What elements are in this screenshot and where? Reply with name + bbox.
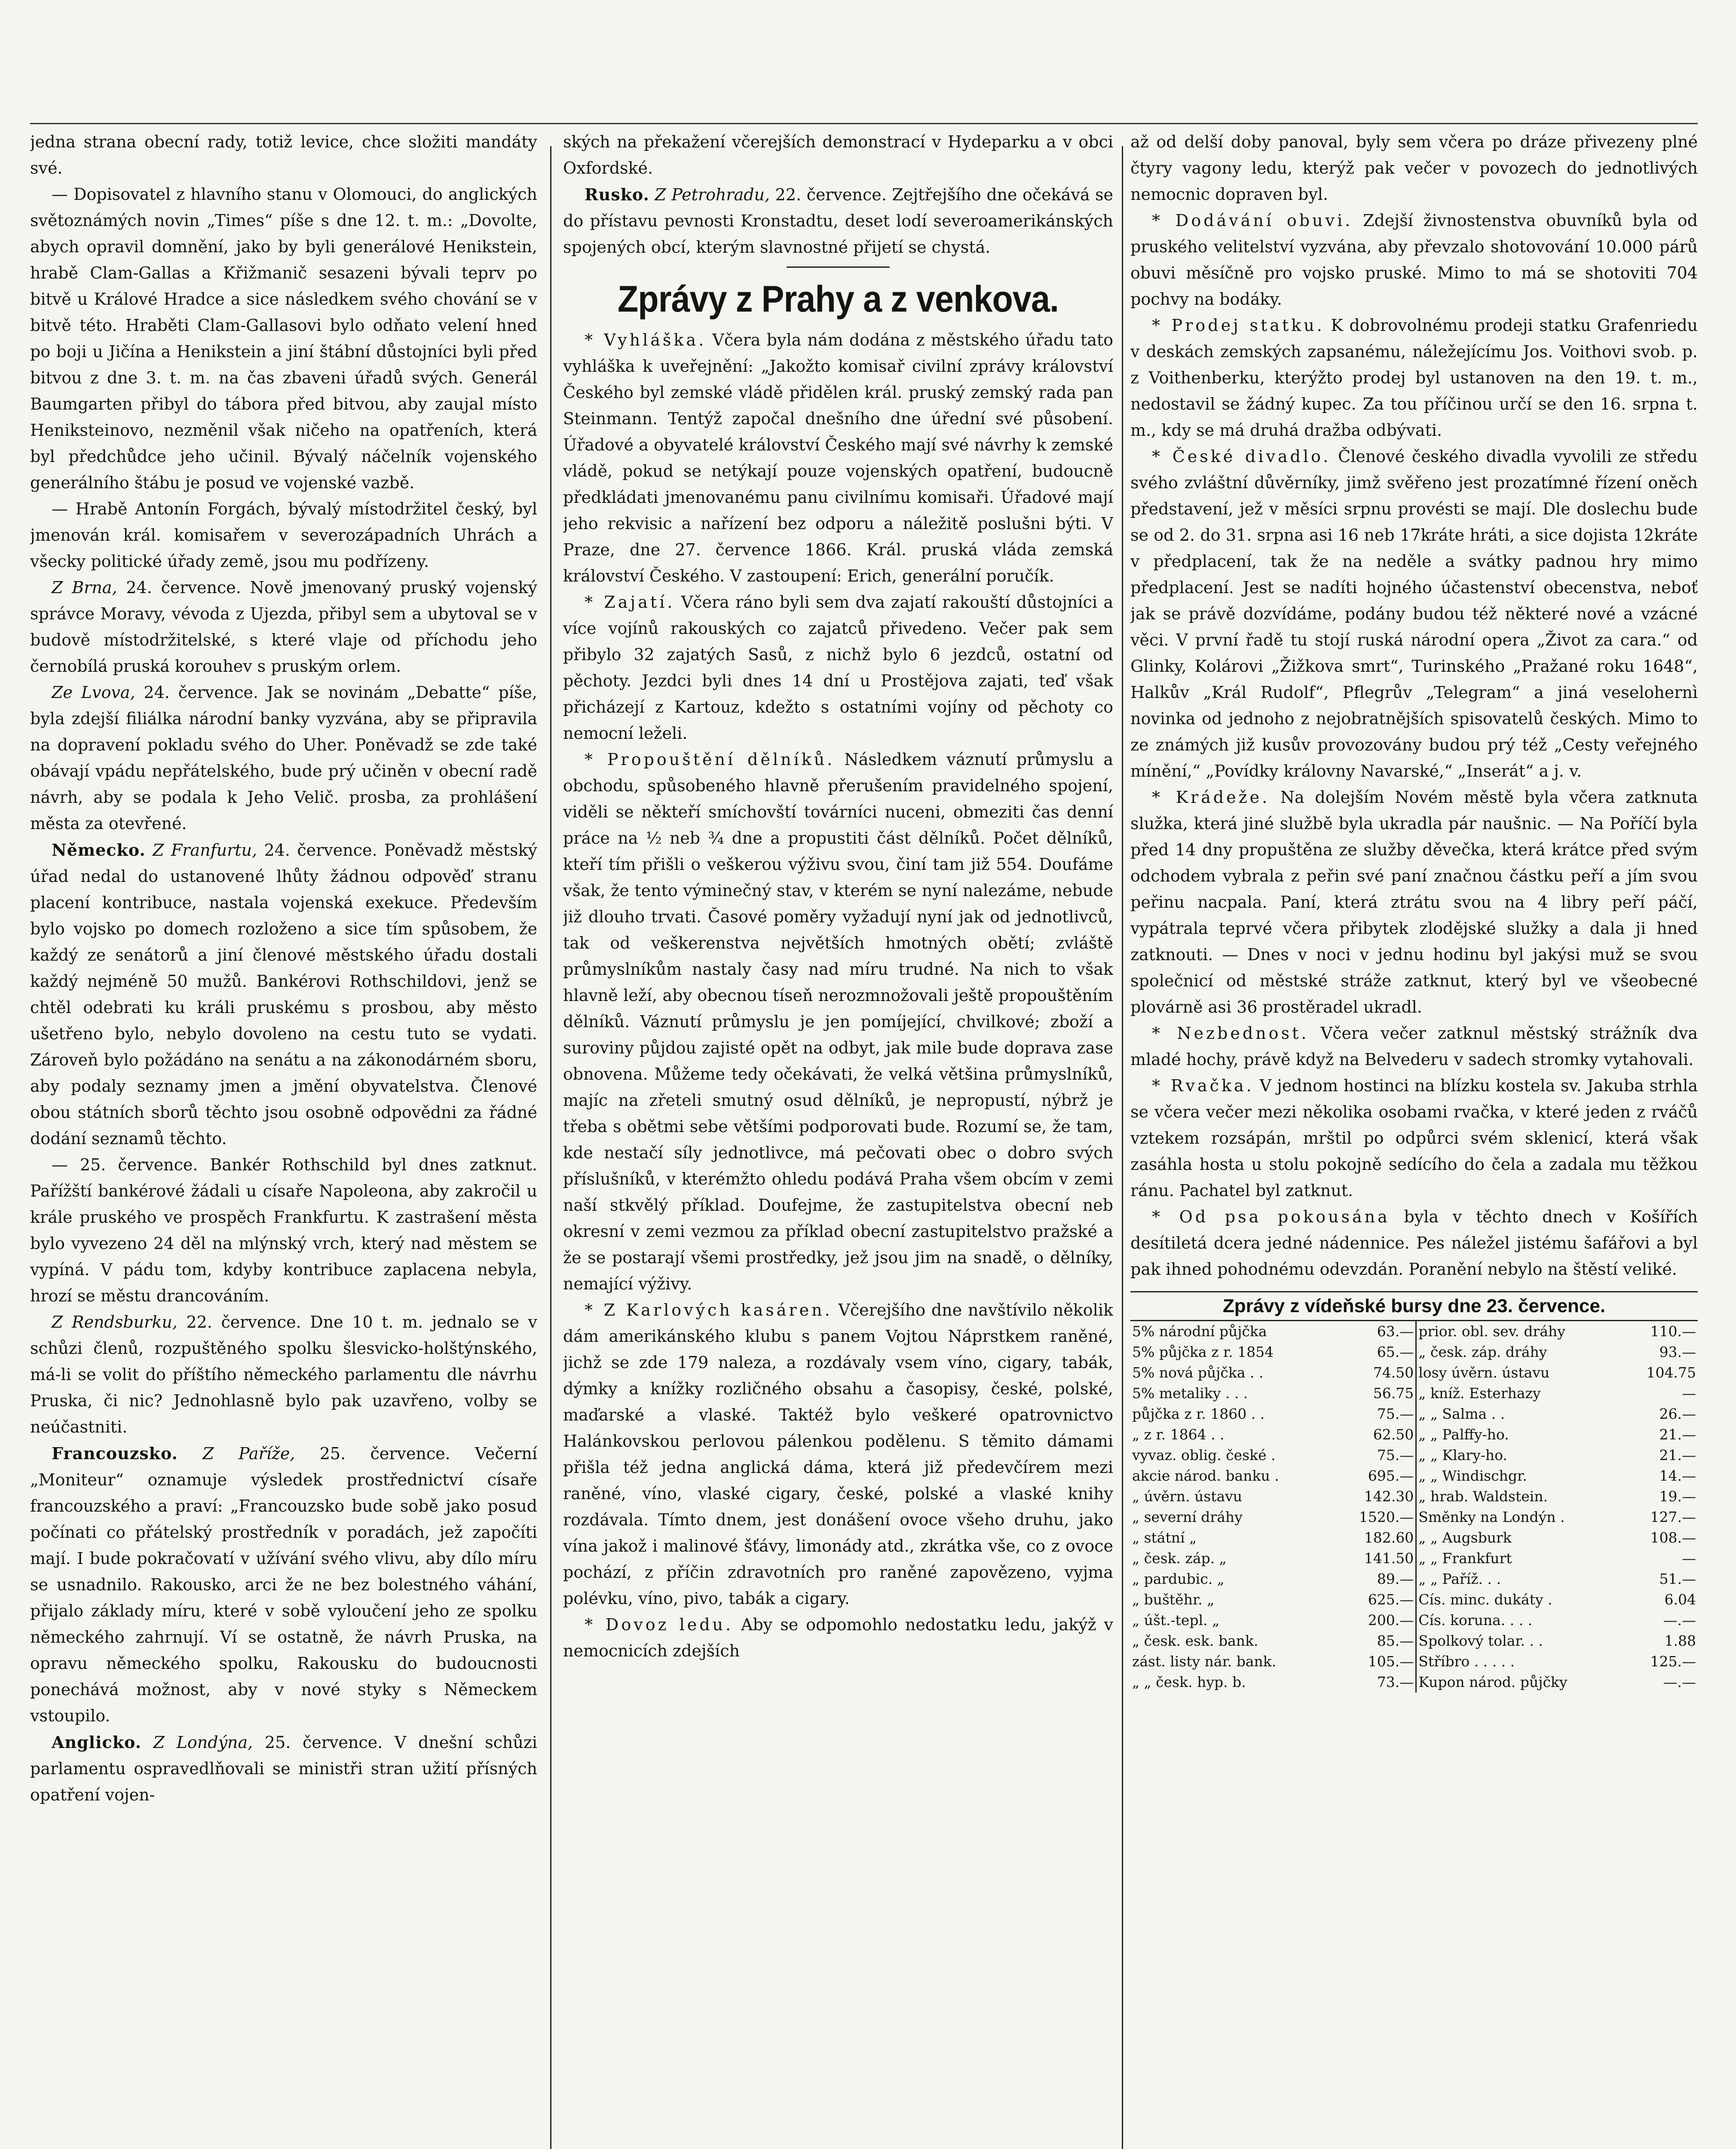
item-heading: * Dovoz ledu.	[585, 1615, 734, 1634]
news-item	[563, 181, 1113, 260]
news-text: 22. července. Dne 10 t. m. jednalo se v schůzi členů, rozpuštěného spolku šlesvicko-holštýnského, má-li se volit do příštího německého parlamentu dle návrhu Pruska, či nic? Jednohlasně bylo pak uzavřeno, volby se neúčastniti.	[30, 1313, 537, 1436]
dateline: Z Petrohradu,	[655, 185, 770, 204]
bursa-label: „ „ Palffy-ho.	[1418, 1426, 1509, 1443]
news-text: Následkem váznutí průmyslu a obchodu, spůsobeného hlavně přerušením pravidelného spojení, viděli se někteří smíchovští továrníci nuceni, obmeziti čas denní práce na ½ neb ¾ dne a propustiti část dělníků. Počet dělníků, kteří tím přišli o veškerou výživu svou, činí tam již 554. Doufáme však, že tento výminečný stav, v kterém se nyní nalezáme, nebude již dlouho trvati. Časové poměry vyžadují nyní jak od jednotlivců, tak od veškerenstva největších hmotných obětí; zvláště průmyslníkům nastaly časy nad míru trudné. Na nich to však hlavně leží, aby obecnou tíseň nerozmnožovali ještě propouštěním dělníků. Váznutí průmyslu je jen pomíjející, chvilkové; zboží a suroviny půjdou zajisté opět na odbyt, jak mile bude doprava zase obnovena. Můžeme tedy očekávati, že velká většina průmyslníků, majíc na zřeteli smutný osud dělníků, je nepropustí, nýbrž je třeba s obětmi sebe většími podporovati bude. Rozumí se, že tam, kde nestačí síly jednotlivce, má pečovati obec o dobro svých příslušníků, v kterémžto ohledu podává Praha všem obcím v zemi naší stkvělý příklad. Doufejme, že zastupitelstva obecní neb okresní v zemi vezmou za příklad obecní zastupitelstvo pražské a že se postarají všemi prostředky, jež jsou jim na snadě, o dělníky, nemající výživy.	[563, 750, 1113, 1293]
item-heading: * Rvačka.	[1152, 1076, 1254, 1095]
news-text: byla v těchto dnech v Košířích desítiletá dcera jedné nádennice. Pes náležel jistému šafářovi a byl pak ihned pohodnému odevzdán. Poranění nebylo na štěstí veliké.	[1130, 1207, 1698, 1279]
bursa-value: 1.88	[1664, 1632, 1696, 1649]
news-text: Zdejší živnostenstva obuvníků byla od pruského velitelství vyzvána, aby převzalo shotovování 10.000 párů obuvi měsíčně pro vojsko pruské. Mimo to má se shotoviti 704 pochvy na bodáky.	[1130, 211, 1698, 309]
bursa-value: —	[1682, 1550, 1696, 1567]
news-text: Členové českého divadla vyvolili ze středu svého zvláštní důvěrníky, jimž svěřeno jest prozatímné řízení oněch představení, jež v měsíci srpnu provésti se mají. Dle doslechu bude se od 2. do 31. srpna asi 16 neb 17kráte hráti, a sice dojista 12kráte v předplacení, tak že na neděle a svátky padnou hry mimo předplacení. Jest se nadíti hojného účastenství obecenstva, neboť jak se právě dozvídáme, podány budou též některé nové a vzácné věci. V první řadě tu stojí ruská národní opera „Život za cara.“ od Glinky, Kolárovi „Žižkova smrt“, Turinského „Pražané roku 1648“, Halkův „Král Rudolf“, Pflegrův „Telegram“ a jiná veselohernì novinka od jednoho z nejobratnějších spisovatelů českých. Mimo to ze známých již kusův provozovány budou prý též „Cesty veřejného mínění,“ „Povídky královny Navarské,“ „Inserát“ a j. v.	[1130, 447, 1698, 781]
bursa-label: vyvaz. oblig. české .	[1132, 1447, 1276, 1463]
news-text: 24. července. Jak se novinám „Debatte“ píše, byla zdejší filiálka národní banky vyzvána, aby se připravila na dopravení pokladu svého do Uher. Poněvadž se zde také obávají vpádu nepřátelského, bude prý učiněn v obecní radě návrh, aby se podala k Jeho Velič. prosba, za prohlášení města za otevřené.	[30, 683, 537, 833]
item-heading: * Propouštění dělníků.	[585, 750, 835, 769]
news-item	[1130, 1020, 1698, 1073]
bursa-label: „ severní dráhy	[1132, 1509, 1243, 1525]
item-heading: * Krádeže.	[1152, 788, 1270, 807]
bursa-value: 182.60	[1364, 1529, 1414, 1546]
country-heading: Francouzsko.	[52, 1444, 178, 1463]
news-text: 25. července. V dnešní schůzi parlamentu ospravedlňovali se ministři stran užití přísných opatření vojen-	[30, 1733, 537, 1804]
bursa-label: „ česk. záp. dráhy	[1418, 1344, 1547, 1360]
bursa-value: 110.—	[1650, 1323, 1696, 1340]
bursa-value: 142.30	[1364, 1488, 1414, 1505]
bursa-value: 63.—	[1377, 1323, 1414, 1340]
news-item	[1130, 1204, 1698, 1283]
bursa-label: „ „ Salma . .	[1418, 1405, 1505, 1422]
news-text: Na dolejším Novém městě byla včera zatknuta služka, která jiné službě byla ukradla pár naušnic. — Na Poříčí byla před 14 dny propuštěna ze služby děvečka, která krátce před svým odchodem vybrala z peřin své paní značnou částku peří a jím svou peřinu nacpala. Paní, která ztrátu svou na 4 libry peří páčí, vypátrala teprvé včera přibytek zlodějské služky a dala ji hned zatknouti. — Dnes v noci v jednu hodinu byl jakýsi muž se svou společnicí od městské stráže zatknut, který byl ve všeobecné plovárně asi 36 prostěradel ukradl.	[1130, 788, 1698, 1016]
bursa-title: Zprávy z vídeňské bursy dne 23. července.	[1130, 1291, 1698, 1321]
item-heading: * Prodej statku.	[1152, 316, 1325, 335]
item-heading: * Od psa pokousána	[1152, 1207, 1390, 1226]
news-item	[30, 1309, 537, 1440]
news-item	[1130, 444, 1698, 784]
dateline: Z Franfurtu,	[153, 841, 257, 860]
column-2	[563, 129, 1113, 1664]
news-item	[1130, 784, 1698, 1020]
bursa-value: 93.—	[1659, 1344, 1696, 1360]
news-text: Včera večer zatknul městský strážník dva mladé hochy, právě když na Belvederu v sadech stromky vytahovali.	[1130, 1024, 1698, 1069]
news-text: V jednom hostinci na blízku kostela sv. Jakuba strhla se včera večer mezi několika osobami rvačka, v které jeden z rváčů vztekem rozsápán, mrštil po odpůrci svém sklenicí, která však zasáhla hosta u stolu pokojně sedícího do čela a zadala mu těžkou ránu. Pachatel byl zatknut.	[1130, 1076, 1698, 1200]
news-item	[30, 1729, 537, 1808]
column-divider-1	[550, 146, 551, 2149]
bursa-table	[1130, 1321, 1698, 1693]
dateline: Z Brna,	[52, 578, 117, 597]
news-item	[30, 575, 537, 680]
news-item	[563, 1612, 1113, 1664]
news-item	[563, 589, 1113, 747]
bursa-value: 695.—	[1368, 1467, 1414, 1484]
bursa-label: „ buštěhr. „	[1132, 1591, 1215, 1608]
bursa-label: „ z r. 1864 . .	[1132, 1426, 1225, 1443]
bursa-value: 26.—	[1659, 1405, 1696, 1422]
news-item	[30, 1440, 537, 1729]
news-item	[563, 1297, 1113, 1612]
separator	[787, 266, 890, 268]
bursa-row	[1130, 1651, 1698, 1672]
paragraph: až od delší doby panoval, byly sem včera po dráze přivezeny plné čtyry vagony ledu, kterýž pak večer v povozech do jednotlivých nemocnic dopraven byl.	[1130, 132, 1698, 204]
bursa-label: „ úšt.-tepl. „	[1132, 1612, 1220, 1629]
news-text: Včera ráno byli sem dva zajatí rakouští důstojníci a více vojínů rakouských co zajatců přivedeno. Večer pak sem přibylo 32 zajatých Sasů, z nichž bylo 6 jezdců, ostatní od pěchoty. Jezdci byli dnes 14 dní u Prostějova zajati, teď však přicházejí z Kartouz, kdežto s ostatními vojíny od pěchoty co nemocní leželi.	[563, 593, 1113, 743]
bursa-label: „ „ Augsburk	[1418, 1529, 1512, 1546]
bursa-label: Směnky na Londýn .	[1418, 1509, 1565, 1525]
item-heading: * Nezbednost.	[1152, 1024, 1309, 1043]
bursa-value: 85.—	[1377, 1632, 1414, 1649]
bursa-label: 5% národní půjčka	[1132, 1323, 1267, 1340]
bursa-label: zást. listy nár. bank.	[1132, 1653, 1277, 1670]
bursa-value: —.—	[1663, 1674, 1696, 1690]
bursa-label: „ úvěrn. ústavu	[1132, 1488, 1243, 1505]
bursa-label: „ „ Paříž. . .	[1418, 1570, 1501, 1587]
column-1	[30, 129, 537, 1808]
item-heading: * České divadlo.	[1152, 447, 1331, 466]
bursa-label: „ kníž. Esterhazy	[1418, 1385, 1541, 1402]
bursa-row	[1130, 1321, 1698, 1342]
news-text: Aby se odpomohlo nedostatku ledu, jakýž v nemocnicích zdejších	[563, 1615, 1113, 1660]
bursa-value: 21.—	[1659, 1426, 1696, 1443]
top-rule	[30, 123, 1698, 124]
paragraph: — Dopisovatel z hlavního stanu v Olomouci, do anglických světoznámých novin „Times“ píše s dne 12. t. m.: „Dovolte, abych opravil domnění, jako by byli generálové Henikstein, hrabě Clam-Gallas a Křižmanič sesazeni bývali teprv po bitvě u Králové Hradce a sice následkem svého chování se v bitvě této. Hraběti Clam-Gallasovi bylo odňato velení hned po boji u Jičína a Henikstein a jiní štábní důstojníci byli před bitvou z dne 3. t. m. na čas zbaveni úřadů svých. Generál Baumgarten přibyl do tábora před bitvou, aby zaujal místo Heniksteinovo, nezměnil však ničeho na opatřeních, která byl předchůdce jeho učinil. Bývalý náčelník vojenského generálního štábu je posud ve vojenské vazbě.	[30, 185, 537, 492]
bursa-value: —.—	[1663, 1612, 1696, 1629]
bursa-row	[1130, 1424, 1698, 1445]
paragraph: jedna strana obecní rady, totiž levice, chce složiti mandáty své.	[30, 132, 537, 178]
news-text: 22. července. Zejtřejšího dne očekává se do přístavu pevnosti Kronstadtu, deset lodí severoamerikánských spojených obcí, kterým slavnostné přijetí se chystá.	[563, 185, 1113, 257]
bursa-value: 105.—	[1368, 1653, 1414, 1670]
bursa-value: 75.—	[1377, 1447, 1414, 1463]
bursa-row	[1130, 1548, 1698, 1569]
paragraph: ských na překažení včerejších demonstrací v Hydeparku a v obci Oxfordské.	[563, 132, 1113, 178]
country-heading: Německo.	[52, 840, 146, 860]
dateline: Z Paříže,	[202, 1444, 295, 1463]
bursa-label: „ státní „	[1132, 1529, 1197, 1546]
news-item	[563, 747, 1113, 1297]
bursa-value: 75.—	[1377, 1405, 1414, 1422]
bursa-label: „ pardubic. „	[1132, 1570, 1225, 1587]
bursa-value: 73.—	[1377, 1674, 1414, 1690]
news-text: Včera byla nám dodána z městského úřadu tato vyhláška k uveřejnění: „Jakožto komisař civilní zprávy království Českého byl zemské vládě přidělen král. pruský zemský rada pan Steinmann. Tentýž započal dnešního dne úřední své působení. Úřadové a obyvatelé království Českého mají své návrhy k zemské vládě, pokud se netýkají pouze vojenských opatření, budoucně předkládati jmenovanému panu civilnímu komisaři. Úřadové mají jeho rekvisic a nařízení bez odporu a náležitě poslušni býti. V Praze, dne 27. července 1866. Král. pruská vláda zemská království Českého. V zastoupení: Erich, generální poručík.	[563, 331, 1113, 585]
bursa-label: „ „ česk. hyp. b.	[1132, 1674, 1246, 1690]
bursa-value: 125.—	[1650, 1653, 1696, 1670]
bursa-row	[1130, 1342, 1698, 1362]
dateline: Z Rendsburku,	[52, 1313, 178, 1332]
bursa-row	[1130, 1362, 1698, 1383]
bursa-value: 108.—	[1650, 1529, 1696, 1546]
bursa-label: „ „ Klary-ho.	[1418, 1447, 1507, 1463]
bursa-label: Kupon národ. půjčky	[1418, 1674, 1568, 1690]
news-item	[1130, 208, 1698, 312]
news-text: Včerejšího dne navštívilo několik dám amerikánského klubu s panem Vojtou Náprstkem raněné, jichž se zde 179 naleza, a rozdávaly vsem víno, cigary, tabák, dýmky a knížky rozličného obsahu a časopisy, české, polské, maďarské a vlaské. Taktéž bylo veškeré opatrovnictvo Halánkovskou perlovou pálenkou podělenu. S těmito dámami přišla též jedna anglická dáma, která již předevčírem mezi raněné, víno, vlaské cigary, české, polské a vlaské knihy rozdávala. Tímto dnem, jest donášení ovoce všeho druhu, jako vína jakož i malinové šťávy, limonády atd., zkrátka vše, co z ovoce pochází, z příčin zdravotních pro raněné zapovězeno, vyjma polévku, víno, pivo, tabák a cigary.	[563, 1301, 1113, 1608]
bursa-row	[1130, 1528, 1698, 1548]
bursa-value: 14.—	[1659, 1467, 1696, 1484]
bursa-label: Cís. koruna. . . .	[1418, 1612, 1533, 1629]
news-item	[30, 837, 537, 1152]
bursa-value: 1520.—	[1359, 1509, 1414, 1525]
bursa-value: 104.75	[1646, 1364, 1696, 1381]
bursa-value: 56.75	[1373, 1385, 1414, 1402]
dateline: Z Londýna,	[153, 1733, 253, 1752]
news-text: 25. července. Večerní „Moniteur“ oznamuje výsledek prostřednictví císaře francouzského a praví: „Francouzsko bude sobě jako posud počínati co přátelský prostředník v poradách, jež započíti mají. I bude pokračovatí v užívání svého vlivu, aby dílo míru se usnadnilo. Rakousko, arci že ne bez bolestného váhání, přijalo základy míru, které v sobě vyloučení jeho ze spolku německého zahrnují. Ví se ostatně, že návrh Pruska, na opravu německého spolku, Rakousku do budoucnosti ponechává možnost, aby v nové styky s Německem vstoupilo.	[30, 1444, 537, 1725]
bursa-value: 89.—	[1377, 1570, 1414, 1587]
country-heading: Anglicko.	[52, 1733, 141, 1752]
bursa-label: „ hrab. Waldstein.	[1418, 1488, 1548, 1505]
item-heading: * Zajatí.	[585, 593, 675, 612]
newspaper-page	[30, 129, 1698, 2149]
column-3	[1130, 129, 1698, 1693]
bursa-row	[1130, 1631, 1698, 1651]
bursa-row	[1130, 1445, 1698, 1466]
bursa-value: 74.50	[1373, 1364, 1414, 1381]
bursa-row	[1130, 1610, 1698, 1631]
news-text: 24. července. Poněvadž městský úřad nedal do ustanovené lhůty žádnou odpověď stranu placení kontribuce, nastala vojenská exekuce. Především bylo vojsko po domech rozloženo a sice tím spůsobem, že každý ze senátorů a jiní členové městského úřadu dostali každý nejméně 50 mužů. Bankérovi Rothschildovi, jenž se chtěl odebrati ku králi pruskému s prosbou, aby město ušetřeno bylo, nebylo dovoleno na cestu tuto se vydati. Zároveň bylo požádáno na senátu a na zákonodárném sboru, aby podaly seznamy jmen a jmění obyvatelstva. Členové obou státních sborů těchto jsou osobně odpovědni za řádné dodání seznamů těchto.	[30, 841, 537, 1148]
country-heading: Rusko.	[585, 185, 649, 204]
news-text: 24. července. Nově jmenovaný pruský vojenský správce Moravy, vévoda z Ujezda, přibyl sem a ubytoval se v budově místodržitelské, s které vlaje od příchodu jeho černobílá pruská korouhev s pruským orlem.	[30, 578, 537, 676]
news-text: K dobrovolnému prodeji statku Grafenriedu v deskách zemských zapsanému, náležejícímu Jos. Voithovi svob. p. z Voithenberku, kterýžto prodej byl ustanoven na den 19. t. m., nedostavil se žádný kupec. Za tou příčinou určí se den 16. srpna t. m., kdy se má druhá dražba odbývati.	[1130, 316, 1698, 440]
bursa-label: Stříbro . . . . .	[1418, 1653, 1515, 1670]
bursa-value: 200.—	[1368, 1612, 1414, 1629]
bursa-value: 625.—	[1368, 1591, 1414, 1608]
bursa-label: prior. obl. sev. dráhy	[1418, 1323, 1565, 1340]
bursa-value: 62.50	[1373, 1426, 1414, 1443]
news-item	[30, 680, 537, 837]
bursa-value: 65.—	[1377, 1344, 1414, 1360]
paragraph: — Hrabě Antonín Forgách, bývalý místodržitel český, byl jmenován král. komisařem v severozápadních Uhrách a všecky politické úřady země, jsou mu podřízeny.	[30, 499, 537, 571]
news-item	[1130, 312, 1698, 444]
bursa-value: 19.—	[1659, 1488, 1696, 1505]
bursa-value: 141.50	[1364, 1550, 1414, 1567]
bursa-row	[1130, 1569, 1698, 1589]
bursa-value: —	[1682, 1385, 1696, 1402]
paragraph: — 25. července. Bankér Rothschild byl dnes zatknut. Pařížští bankérové žádali u císaře Napoleona, aby zakročil u krále pruského ve prospěch Frankfurtu. K zastrašení města bylo vyvezeno 24 děl na mlýnský vrch, který nad městem se vypíná. V pádu tom, kdyby kontribuce zaplacena nebyla, hrozí se městu drancováním.	[30, 1155, 537, 1305]
bursa-label: „ česk. záp. „	[1132, 1550, 1227, 1567]
bursa-row	[1130, 1404, 1698, 1424]
bursa-row	[1130, 1466, 1698, 1486]
bursa-row	[1130, 1672, 1698, 1693]
bursa-row	[1130, 1507, 1698, 1528]
item-heading: * Dodávání obuvi.	[1152, 211, 1353, 230]
bursa-value: 127.—	[1650, 1509, 1696, 1525]
bursa-label: půjčka z r. 1860 . .	[1132, 1405, 1265, 1422]
bursa-label: losy úvěrn. ústavu	[1418, 1364, 1550, 1381]
bursa-row	[1130, 1383, 1698, 1404]
bursa-label: 5% metaliky . . .	[1132, 1385, 1248, 1402]
section-headline: Zprávy z Prahy a z venkova.	[617, 279, 1059, 320]
bursa-label: Spolkový tolar. . .	[1418, 1632, 1543, 1649]
bursa-value: 6.04	[1664, 1591, 1696, 1608]
dateline: Ze Lvova,	[52, 683, 135, 702]
bursa-label: 5% nová půjčka . .	[1132, 1364, 1264, 1381]
bursa-label: Cís. minc. dukáty .	[1418, 1591, 1552, 1608]
item-heading: * Vyhláška.	[585, 331, 707, 349]
bursa-label: „ česk. esk. bank.	[1132, 1632, 1258, 1649]
bursa-row	[1130, 1486, 1698, 1507]
bursa-label: „ „ Windischgr.	[1418, 1467, 1527, 1484]
bursa-row	[1130, 1589, 1698, 1610]
news-item	[1130, 1073, 1698, 1204]
item-heading: * Z Karlových kasáren.	[585, 1301, 833, 1319]
news-item	[563, 327, 1113, 589]
bursa-value: 51.—	[1659, 1570, 1696, 1587]
bursa-value: 21.—	[1659, 1447, 1696, 1463]
bursa-label: „ „ Frankfurt	[1418, 1550, 1512, 1567]
bursa-label: 5% půjčka z r. 1854	[1132, 1344, 1274, 1360]
bursa-label: akcie národ. banku .	[1132, 1467, 1279, 1484]
column-divider-2	[1122, 146, 1123, 2149]
